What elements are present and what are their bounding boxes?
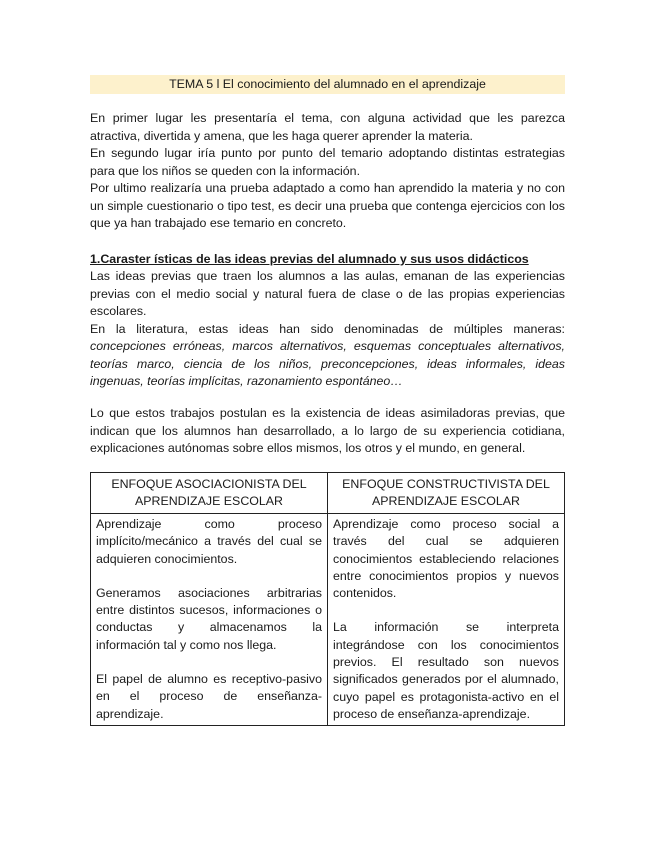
postulate-section xyxy=(90,405,565,458)
literature-terms: concepciones erróneas, marcos alternativos, esquemas conceptuales alternativos, teorías marco, ciencia de los niños, preconcepciones, ideas informales, ideas ingenuas, teorías implícitas, razonamiento espontáneo… xyxy=(90,339,565,388)
cell-paragraph: Generamos asociaciones arbitrarias entre distintos sucesos, informaciones o conductas y almacenamos la información tal y como nos llega. xyxy=(96,585,322,652)
postulate-paragraph: Lo que estos trabajos postulan es la existencia de ideas asimiladoras previas, que indican que los alumnos han desarrollado, a lo largo de su experiencia cotidiana, explicaciones autónomas sobre ellos mismos, los otros y el mundo, en general. xyxy=(90,406,565,455)
cell-paragraph: Aprendizaje como proceso social a través del cual se adquieren conocimientos estableciendo relaciones entre conocimientos propios y nuevos contenidos. xyxy=(333,517,559,601)
title-text: TEMA 5 l El conocimiento del alumnado en el aprendizaje xyxy=(169,77,486,91)
intro-paragraph: En segundo lugar iría punto por punto del temario adoptando distintas estrategias para que los niños se queden con la información. xyxy=(90,146,565,178)
header-asociacionista: ENFOQUE ASOCIACIONISTA DEL APRENDIZAJE ESCOLAR xyxy=(91,473,328,514)
intro-paragraph: En primer lugar les presentaría el tema, con alguna actividad que les parezca atractiva, divertida y amena, que les haga querer aprender la materia. xyxy=(90,111,565,143)
cell-constructivista xyxy=(328,514,565,726)
cell-paragraph: El papel de alumno es receptivo-pasivo en el proceso de enseñanza-aprendizaje. xyxy=(96,672,322,721)
comparison-table xyxy=(90,472,565,726)
section-paragraph: Las ideas previas que traen los alumnos a las aulas, emanan de las experiencias previas con el medio social y natural fuera de clase o de las propias experiencias escolares. xyxy=(90,269,565,318)
literature-lead: En la literatura, estas ideas han sido denominadas de múltiples maneras: xyxy=(90,321,565,336)
section-paragraph-literature xyxy=(90,321,565,391)
cell-asociacionista xyxy=(91,514,328,726)
intro-section xyxy=(90,110,565,233)
table-header-row xyxy=(91,473,565,514)
cell-paragraph: La información se interpreta integrándose con los conocimientos previos. El resultado son nuevos significados generados por el alumnado, cuyo papel es protagonista-activo en el proceso de enseñanza-aprendizaje. xyxy=(333,620,559,721)
cell-paragraph: Aprendizaje como proceso implícito/mecánico a través del cual se adquieren conocimientos. xyxy=(96,517,322,566)
header-constructivista: ENFOQUE CONSTRUCTIVISTA DEL APRENDIZAJE ESCOLAR xyxy=(328,473,565,514)
page-title xyxy=(90,75,565,94)
section-1 xyxy=(90,250,565,391)
intro-paragraph: Por ultimo realizaría una prueba adaptado a como han aprendido la materia y no con un simple cuestionario o tipo test, es decir una prueba que contenga ejercicios con los que ya han trabajado ese temario en concreto. xyxy=(90,181,565,230)
table-row xyxy=(91,514,565,726)
section-heading: 1.Caraster ísticas de las ideas previas del alumnado y sus usos didácticos xyxy=(90,252,529,266)
